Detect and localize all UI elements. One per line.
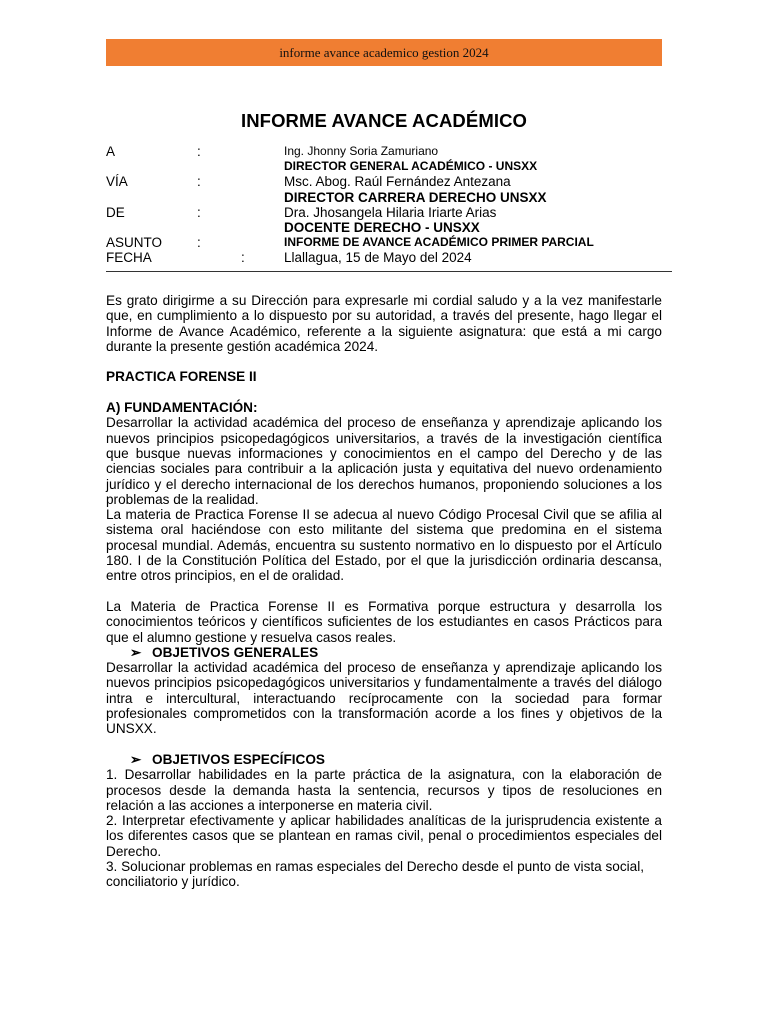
memo-fecha-value: Llallagua, 15 de Mayo del 2024 — [284, 250, 472, 266]
spacer — [106, 737, 662, 752]
objetivos-especificos-label: OBJETIVOS ESPECÍFICOS — [152, 751, 325, 767]
memo-row-de — [106, 205, 662, 220]
memo-row-fecha — [106, 250, 662, 265]
fundamentacion-paragraph-2: La materia de Practica Forense II se adecua al nuevo Código Procesal Civil que se afilia al sistema oral haciéndose con esto militante del sistema que predomina en el sistema procesal mundial. Además, encuentra su sustento normativo en lo dispuesto por el Artículo 180. I de la Constitución Política del Estado, por el que la jurisdicción ordinaria descansa, entre otros principios, en el de oralidad. — [106, 507, 662, 584]
spacer — [106, 354, 662, 369]
objetivos-generales-heading — [106, 645, 662, 660]
memo-row-asunto — [106, 235, 662, 250]
memo-label-via: VÍA — [106, 174, 128, 190]
objetivo-item-1: 1. Desarrollar habilidades en la parte práctica de la asignatura, con la elaboración de procesos desde la demanda hasta la sentencia, recursos y tipos de resoluciones en relación a las acciones a interponerse en materia civil. — [106, 767, 662, 813]
subject-heading: PRACTICA FORENSE II — [106, 369, 257, 385]
report-body — [106, 293, 662, 890]
fundamentacion-heading: A) FUNDAMENTACIÓN: — [106, 400, 258, 416]
spacer — [106, 584, 662, 599]
memo-de-role: DOCENTE DERECHO - UNSXX — [284, 219, 480, 235]
fundamentacion-paragraph-1: Desarrollar la actividad académica del proceso de enseñanza y aprendizaje aplicando los nuevos principios psicopedagógicos universitarios, a través de la investigación científica que busque nuevas informaciones y conocimientos en el campo del Derecho y de las ciencias sociales para contribuir a la aplicación justa y equitativa del nuevo ordenamiento jurídico y el derecho internacional de los derechos humanos, proponiendo soluciones a los problemas de la realidad. — [106, 415, 662, 507]
fundamentacion-paragraph-3: La Materia de Practica Forense II es Formativa porque estructura y desarrolla los conocimientos teóricos y científicos suficientes de los estudiantes en casos Prácticos para que el alumno gestione y resuelva casos reales. — [106, 598, 662, 645]
memo-colon-fecha: : — [241, 250, 245, 266]
spacer — [106, 385, 662, 400]
arrow-bullet-icon: ➢ — [130, 644, 142, 660]
memo-row-a-role — [106, 159, 662, 174]
objetivos-generales-label: OBJETIVOS GENERALES — [152, 644, 319, 660]
memo-label-a: A — [106, 144, 116, 159]
memo-label-asunto: ASUNTO — [106, 235, 163, 251]
header-divider — [106, 271, 672, 272]
objetivo-item-2: 2. Interpretar efectivamente y aplicar habilidades analíticas de la jurisprudencia existente a los diferentes casos que se plantean en ramas civil, penal o procedimientos especiales del Derecho. — [106, 813, 662, 859]
memo-label-fecha: FECHA — [106, 250, 152, 266]
memo-via-role: DIRECTOR CARRERA DERECHO UNSXX — [284, 189, 547, 205]
memo-row-a — [106, 144, 662, 159]
memo-colon-via: : — [197, 174, 201, 190]
header-band-text: informe avance academico gestion 2024 — [279, 44, 489, 60]
header-band — [106, 39, 662, 66]
memo-a-role: DIRECTOR GENERAL ACADÉMICO - UNSXX — [284, 159, 538, 174]
memo-asunto-value: INFORME DE AVANCE ACADÉMICO PRIMER PARCIAL — [284, 235, 594, 250]
memo-row-via-role — [106, 190, 662, 205]
memo-colon-de: : — [197, 204, 201, 220]
objetivos-generales-paragraph: Desarrollar la actividad académica del proceso de enseñanza y aprendizaje aplicando los nuevos principios psicopedagógicos universitarios y fundamentalmente a través del diálogo intra e intercultural, interactuando recíprocamente con la sociedad para formar profesionales comprometidos con la transformación acorde a los fines y objetivos de la UNSXX. — [106, 660, 662, 737]
memo-via-name: Msc. Abog. Raúl Fernández Antezana — [284, 174, 511, 190]
memo-row-via — [106, 174, 662, 189]
memo-row-de-role — [106, 220, 662, 235]
memo-label-de: DE — [106, 204, 125, 220]
intro-paragraph: Es grato dirigirme a su Dirección para expresarle mi cordial saludo y a la vez manifestarle que, en cumplimiento a lo dispuesto por su autoridad, a través del presente, hago llegar el Informe de Avance Académico, referente a la siguiente asignatura: que está a mi cargo durante la presente gestión académica 2024. — [106, 293, 662, 354]
arrow-bullet-icon: ➢ — [130, 751, 142, 767]
memo-colon-a: : — [197, 144, 201, 159]
memo-a-name: Ing. Jhonny Soria Zamuriano — [284, 144, 439, 158]
memo-de-name: Dra. Jhosangela Hilaria Iriarte Arias — [284, 204, 497, 220]
document-title: INFORME AVANCE ACADÉMICO — [240, 110, 528, 131]
memo-block — [106, 144, 662, 266]
objetivos-especificos-heading — [106, 752, 662, 767]
objetivo-item-3: 3. Solucionar problemas en ramas especiales del Derecho desde el punto de vista social, conciliatorio y jurídico. — [106, 858, 645, 890]
memo-colon-asunto: : — [197, 235, 201, 251]
